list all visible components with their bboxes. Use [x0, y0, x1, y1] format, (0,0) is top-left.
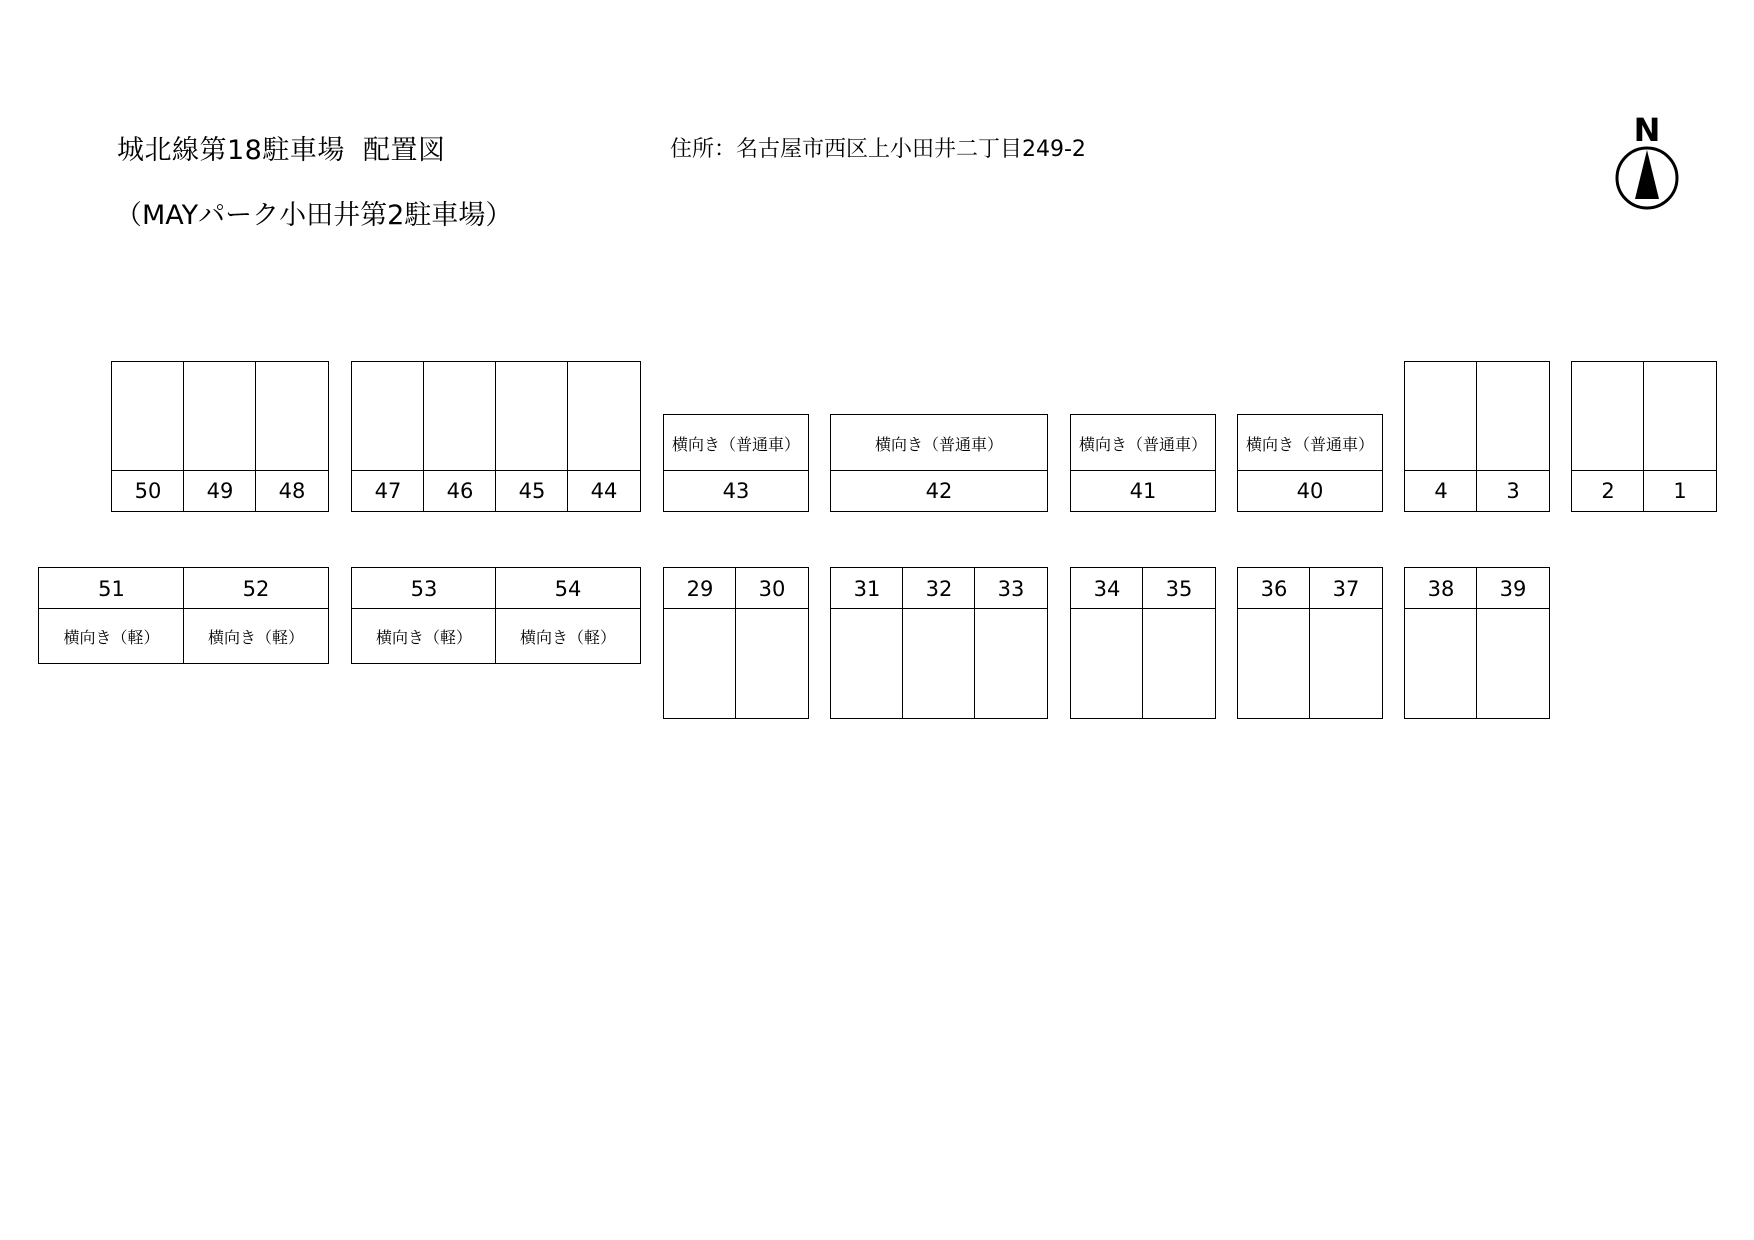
compass-icon [1612, 146, 1682, 212]
space-number-48: 48 [255, 470, 329, 512]
space-number-32: 32 [902, 567, 976, 610]
parking-space-47-area [351, 361, 425, 472]
parking-space-32-area [902, 608, 976, 719]
parking-space-30-area [735, 608, 809, 719]
space-number-50: 50 [111, 470, 185, 512]
parking-space-4-area [1404, 361, 1478, 472]
space-number-3: 3 [1476, 470, 1550, 512]
parking-space-3-area [1476, 361, 1550, 472]
space-label-51: 横向き（軽） [38, 608, 185, 664]
address-text: 住所：名古屋市西区上小田井二丁目249-2 [670, 137, 1086, 162]
space-label-54: 横向き（軽） [495, 608, 641, 664]
parking-space-39-area [1476, 608, 1550, 719]
parking-space-38-area [1404, 608, 1478, 719]
space-number-49: 49 [183, 470, 257, 512]
space-number-39: 39 [1476, 567, 1550, 610]
space-number-40: 40 [1237, 470, 1383, 512]
space-number-1: 1 [1643, 470, 1717, 512]
parking-space-35-area [1142, 608, 1216, 719]
parking-space-29-area [663, 608, 737, 719]
parking-space-50-area [111, 361, 185, 472]
parking-space-2-area [1571, 361, 1645, 472]
space-number-44: 44 [567, 470, 641, 512]
space-number-34: 34 [1070, 567, 1144, 610]
parking-space-1-area [1643, 361, 1717, 472]
space-number-51: 51 [38, 567, 185, 610]
space-number-54: 54 [495, 567, 641, 610]
space-label-41: 横向き（普通車） [1070, 414, 1216, 472]
space-number-29: 29 [663, 567, 737, 610]
space-number-41: 41 [1070, 470, 1216, 512]
space-number-35: 35 [1142, 567, 1216, 610]
parking-space-49-area [183, 361, 257, 472]
north-label: N [1633, 111, 1661, 149]
space-label-42: 横向き（普通車） [830, 414, 1048, 472]
space-number-37: 37 [1309, 567, 1383, 610]
page-subtitle: （MAYパーク小田井第2駐車場） [115, 200, 513, 231]
space-number-45: 45 [495, 470, 569, 512]
parking-space-46-area [423, 361, 497, 472]
space-number-38: 38 [1404, 567, 1478, 610]
parking-space-44-area [567, 361, 641, 472]
parking-space-33-area [974, 608, 1048, 719]
space-number-53: 53 [351, 567, 497, 610]
space-number-4: 4 [1404, 470, 1478, 512]
space-label-53: 横向き（軽） [351, 608, 497, 664]
space-label-43: 横向き（普通車） [663, 414, 809, 472]
space-number-42: 42 [830, 470, 1048, 512]
parking-space-34-area [1070, 608, 1144, 719]
parking-space-48-area [255, 361, 329, 472]
page-title: 城北線第18駐車場 配置図 [117, 135, 446, 166]
space-number-52: 52 [183, 567, 329, 610]
space-label-52: 横向き（軽） [183, 608, 329, 664]
space-number-33: 33 [974, 567, 1048, 610]
space-label-40: 横向き（普通車） [1237, 414, 1383, 472]
space-number-43: 43 [663, 470, 809, 512]
space-number-36: 36 [1237, 567, 1311, 610]
space-number-47: 47 [351, 470, 425, 512]
parking-space-31-area [830, 608, 904, 719]
space-number-46: 46 [423, 470, 497, 512]
parking-space-45-area [495, 361, 569, 472]
parking-space-37-area [1309, 608, 1383, 719]
parking-space-36-area [1237, 608, 1311, 719]
space-number-2: 2 [1571, 470, 1645, 512]
north-arrow [1612, 112, 1682, 212]
space-number-30: 30 [735, 567, 809, 610]
space-number-31: 31 [830, 567, 904, 610]
